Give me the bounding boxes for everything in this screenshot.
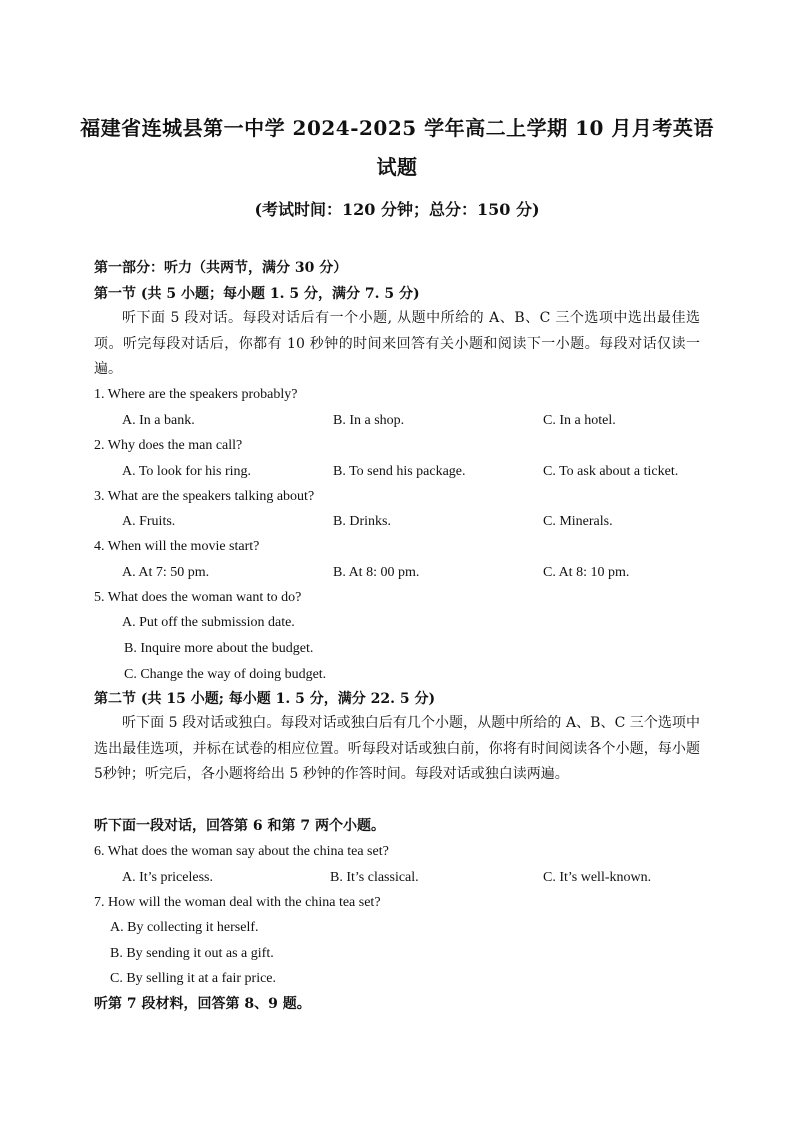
exam-title-line1: 福建省连城县第一中学 2024-2025 学年高二上学期 10 月月考英语 bbox=[80, 116, 714, 140]
question-6-option-b: B. It’s classical. bbox=[330, 870, 419, 885]
section1-instructions: 听下面 5 段对话。每段对话后有一个小题, 从题中所给的 A、B、C 三个选项中选出最佳选项。听完每段对话后，你都有 10 秒钟的时间来回答有关小题和阅读下一小题。每段对话仅读一遍。 bbox=[94, 310, 700, 377]
question-2-option-a: A. To look for his ring. bbox=[122, 464, 252, 479]
part1-heading: 第一部分：听力（共两节，满分 30 分） bbox=[94, 260, 348, 276]
section1-heading: 第一节 (共 5 小题；每小题 1. 5 分，满分 7. 5 分) bbox=[94, 286, 420, 302]
question-6-option-a: A. It’s priceless. bbox=[122, 870, 213, 885]
group2-heading: 听第 7 段材料，回答第 8、9 题。 bbox=[94, 996, 311, 1012]
question-2-option-c: C. To ask about a ticket. bbox=[543, 464, 679, 479]
question-7-stem: 7. How will the woman deal with the china tea set? bbox=[94, 895, 381, 910]
question-2-option-b: B. To send his package. bbox=[333, 464, 466, 479]
group1-heading: 听下面一段对话，回答第 6 和第 7 两个小题。 bbox=[94, 818, 385, 834]
question-5-stem: 5. What does the woman want to do? bbox=[94, 590, 302, 605]
section2-instructions: 听下面 5 段对话或独白。每段对话或独白后有几个小题，从题中所给的 A、B、C 三个选项中选出最佳选项，并标在试卷的相应位置。听每段对话或独白前，你将有时间阅读各个小题，每小题 5秒钟；听完后，各小题将给出 5 秒钟的作答时间。每段对话或独白读两遍。 bbox=[94, 715, 700, 782]
question-3-option-b: B. Drinks. bbox=[333, 514, 391, 529]
question-7-option-b: B. By sending it out as a gift. bbox=[110, 946, 274, 961]
question-4-option-b: B. At 8: 00 pm. bbox=[333, 565, 420, 580]
question-7-option-c: C. By selling it at a fair price. bbox=[110, 971, 277, 986]
question-1-option-c: C. In a hotel. bbox=[543, 413, 616, 428]
question-5-option-b: B. Inquire more about the budget. bbox=[124, 641, 314, 656]
question-2-stem: 2. Why does the man call? bbox=[94, 438, 243, 453]
question-5-option-a: A. Put off the submission date. bbox=[122, 615, 295, 630]
question-4-stem: 4. When will the movie start? bbox=[94, 539, 260, 554]
question-3-stem: 3. What are the speakers talking about? bbox=[94, 489, 315, 504]
question-6-option-c: C. It’s well-known. bbox=[543, 870, 652, 885]
question-1-option-b: B. In a shop. bbox=[333, 413, 405, 428]
question-1-stem: 1. Where are the speakers probably? bbox=[94, 387, 298, 402]
question-5-option-c: C. Change the way of doing budget. bbox=[124, 667, 327, 682]
section2-heading: 第二节 (共 15 小题; 每小题 1. 5 分，满分 22. 5 分) bbox=[94, 691, 436, 707]
question-3-option-c: C. Minerals. bbox=[543, 514, 613, 529]
exam-info: (考试时间：120 分钟；总分：150 分) bbox=[254, 200, 540, 219]
question-3-option-a: A. Fruits. bbox=[122, 514, 176, 529]
exam-title-line2: 试题 bbox=[376, 155, 418, 179]
question-7-option-a: A. By collecting it herself. bbox=[110, 920, 259, 935]
question-4-option-a: A. At 7: 50 pm. bbox=[122, 565, 210, 580]
question-1-option-a: A. In a bank. bbox=[122, 413, 195, 428]
question-6-stem: 6. What does the woman say about the china tea set? bbox=[94, 844, 389, 859]
question-4-option-c: C. At 8: 10 pm. bbox=[543, 565, 630, 580]
